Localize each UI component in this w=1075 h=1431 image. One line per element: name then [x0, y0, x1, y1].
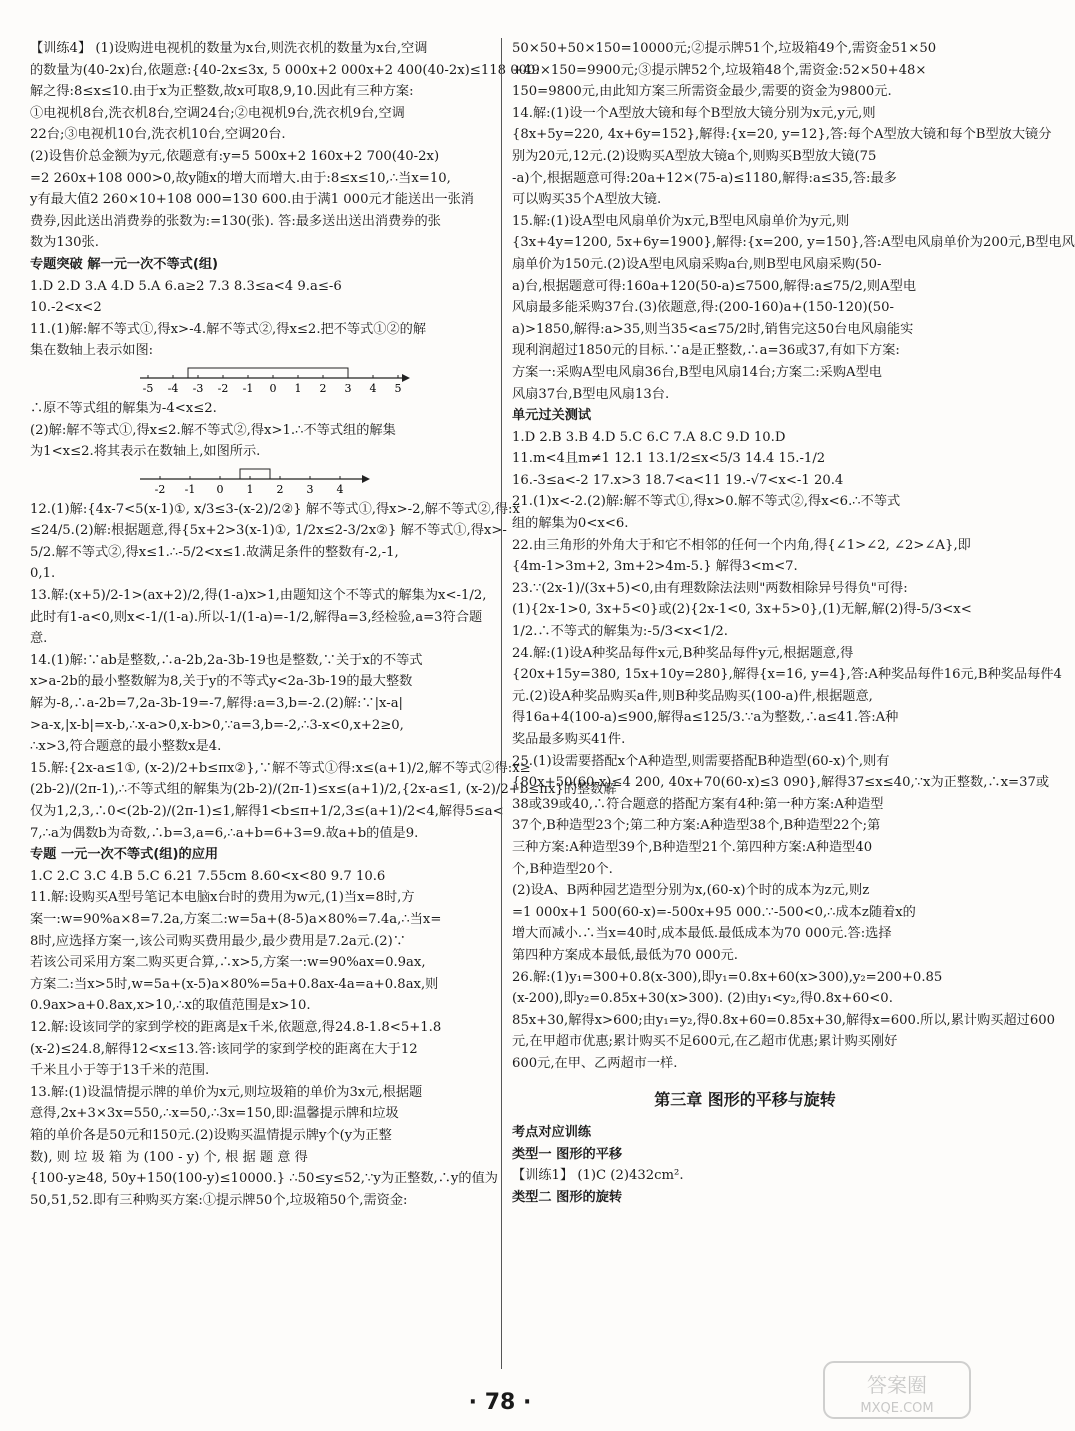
text-line: 600元,在甲、乙两超市一样.: [512, 1055, 678, 1071]
text-line: 别为20元,12元.(2)设购买A型放大镜a个,则购买B型放大镜(75: [512, 148, 877, 164]
text-line: 增大而减小.∴当x=40时,成本最低.最低成本为70 000元.答:选择: [512, 926, 892, 942]
text-line: 解之得:8≤x≤10.由于x为正整数,故x可取8,9,10.因此有三种方案:: [30, 84, 414, 100]
text-line: >a-x,|x-b|=x-b,∴x-a>0,x-b>0,∵a=3,b=-2,∴3-x<0,x+2≥0,: [30, 717, 404, 733]
text-line: 类型二 图形的旋转: [512, 1189, 623, 1205]
text-line: 的数量为(40-2x)台,依题意:{40-2x≤3x, 5 000x+2 000x+2 400(40-2x)≤118 000.: [30, 62, 540, 78]
text-line: 14.解:(1)设一个A型放大镜和每个B型放大镜分别为x元,y元,则: [512, 105, 876, 121]
text-line: ≤24/5.(2)解:根据题意,得{5x+2>3(x-1)①, 1/2x≤2-3/2x②} 解不等式①,得x>-: [30, 523, 507, 539]
text-line: -a)个,根据题意可得:20a+12×(75-a)≤1180,解得:a≤35,答:最多: [512, 170, 897, 186]
text-line: 0,1.: [30, 566, 56, 582]
text-line: ∴x>3,符合题意的最小整数x是4.: [30, 739, 222, 755]
text-line: 15.解:(1)设A型电风扇单价为x元,B型电风扇单价为y元,则: [512, 213, 850, 229]
text-line: (2)设售价总金额为y元,依题意有:y=5 500x+2 160x+2 700(40-2x): [30, 148, 440, 164]
text-line: 奖品最多购买41件.: [512, 732, 626, 747]
text-line: 【训练1】 (1)C (2)432cm².: [512, 1168, 684, 1184]
text-line: 22台;③电视机10台,洗衣机10台,空调20台.: [30, 127, 286, 143]
svg-text:MXQE.COM: MXQE.COM: [860, 1401, 934, 1416]
column-divider: [501, 38, 502, 1369]
text-line: 11.m<4且m≠1 12.1 13.1/2≤x<5/3 14.4 15.-1/2: [512, 451, 826, 467]
text-line: 12.解:设该同学的家到学校的距离是x千米,依题意,得24.8-1.8<5+1.8: [30, 1019, 442, 1035]
text-line: 24.解:(1)设A种奖品每件x元,B种奖品每件y元,根据题意,得: [512, 645, 854, 661]
text-line: 解为-8,∴a-2b=7,2a-3b-19=-7,解得:a=3,b=-2.(2)解:∵|x-a|: [30, 696, 403, 712]
text-line: 16.-3≤a<-2 17.x>3 18.7<a<11 19.-√7<x<-1 20.4: [512, 472, 844, 488]
tick-label: 5: [394, 381, 402, 395]
text-line: 7,∴a为偶数b为奇数,∴b=3,a=6,∴a+b=6+3=9.故a+b的值是9.: [30, 825, 419, 841]
text-line: {20x+15y=380, 15x+10y=280},解得{x=16, y=4},答:A种奖品每件16元,B种奖品每件4: [512, 667, 1062, 683]
text-line: 个,B种造型20个.: [512, 861, 613, 877]
text-line: 现利润超过1850元的目标.∵a是正整数,∴a=36或37,有如下方案:: [512, 343, 900, 359]
tick-label: -2: [217, 381, 229, 395]
text-line: {100-y≥48, 50y+150(100-y)≤10000.} ∴50≤y≤52,∵y为正整数,∴y的值为: [30, 1171, 498, 1187]
text-line: 50,51,52.即有三种购买方案:①提示牌50个,垃圾箱50个,需资金:: [30, 1192, 408, 1208]
tick-label: 4: [369, 381, 377, 395]
text-line: 为1<x≤2.将其表示在数轴上,如图所示.: [30, 444, 261, 460]
text-line: 21.(1)x<-2.(2)解:解不等式①,得x>0.解不等式②,得x<6.∴不等式: [512, 494, 901, 510]
text-line: 方案一:采购A型电风扇36台,B型电风扇14台;方案二:采购A型电: [512, 364, 882, 380]
text-line: +49×150=9900元;③提示牌52个,垃圾箱48个,需资金:52×50+48×: [512, 62, 927, 78]
text-line: {4m-1>3m+2, 3m+2>4m-5.} 解得3<m<7.: [512, 559, 798, 575]
text-line: 若该公司采用方案二购买更合算,∴x>5,方案一:w=90%ax=0.9ax,: [30, 955, 426, 971]
text-line: 1/2.∴不等式的解集为:-5/3<x<1/2.: [512, 624, 728, 640]
text-line: 方案二:当x>5时,w=5a+(x-5)a×80%=5a+0.8ax-4a=a+0.8ax,则: [30, 976, 439, 992]
text-line: 10.-2<x<2: [30, 300, 102, 316]
text-line: 15.解:{2x-a≤1①, (x-2)/2+b≤πx②},∵解不等式①得:x≤(a+1)/2,解不等式②得:x≥: [30, 760, 531, 776]
text-line: 23.∵(2x-1)/(3x+5)<0,由有理数除法法则"两数相除异号得负"可得:: [512, 580, 908, 596]
text-line: 第四种方案成本最低,最低为70 000元.: [512, 947, 738, 963]
text-line: 元.(2)设A种奖品购买a件,则B种奖品购买(100-a)件,根据题意,: [512, 688, 873, 704]
text-line: 1.D 2.B 3.B 4.D 5.C 6.C 7.A 8.C 9.D 10.D: [512, 429, 786, 445]
text-line: 1.C 2.C 3.C 4.B 5.C 6.21 7.55cm 8.60<x<80 9.7 10.6: [30, 868, 386, 884]
text-line: (x-200),即y₂=0.85x+30(x>300). (2)由y₁<y₂,得0.8x+60<0.: [512, 991, 893, 1007]
tick-label: -5: [142, 381, 154, 395]
left-top-block: [30, 38, 540, 362]
text-line: 数为130张.: [30, 235, 99, 251]
chapter-block: [512, 1122, 978, 1208]
text-line: 费券,因此送出消费券的张数为:=130(张). 答:最多送出送出消费券的张: [30, 213, 441, 229]
text-line: 意.: [30, 631, 48, 647]
text-line: 5/2.解不等式②,得x≤1.∴-5/2<x≤1.故满足条件的整数有-2,-1,: [30, 544, 399, 560]
text-line: =1 000x+1 500(60-x)=-500x+95 000.∵-500<0,∴成本z随着x的: [512, 904, 916, 920]
text-line: y有最大值2 260×10+108 000=130 600.由于满1 000元才能送出一张消: [30, 192, 474, 208]
text-line: 单元过关测试: [512, 408, 592, 424]
tick-label: 2: [319, 381, 327, 395]
text-line: 扇单价为150元.(2)设A型电风扇采购a台,则B型电风扇采购(50-: [512, 256, 882, 272]
text-line: 专题突破 解一元一次不等式(组): [30, 256, 219, 272]
tick-label: 0: [216, 482, 224, 496]
arrow-head: [362, 475, 370, 483]
tick-label: -2: [154, 482, 166, 496]
text-line: 0.9ax>a+0.8ax,x>10,∴x的取值范围是x>10.: [30, 998, 311, 1014]
watermark-logo: [822, 1360, 972, 1420]
tick-label: 4: [336, 482, 344, 496]
text-line: 1.D 2.D 3.A 4.D 5.A 6.a≥2 7.3 8.3≤a<4 9.a≤-6: [30, 278, 342, 294]
text-line: 37个,B种造型23个;第二种方案:A种造型38个,B种造型22个;第: [512, 818, 881, 834]
tick-label: 2: [276, 482, 284, 496]
text-line: 风扇37台,B型电风扇13台.: [512, 386, 670, 402]
text-line: 50×50+50×150=10000元;②提示牌51个,垃圾箱49个,需资金51×50: [512, 41, 937, 56]
text-line: 26.解:(1)y₁=300+0.8(x-300),即y₁=0.8x+60(x>300),y₂=200+0.85: [512, 969, 943, 985]
text-line: 类型一 图形的平移: [512, 1146, 623, 1162]
tick-label: -3: [192, 381, 204, 395]
svg-text:答案圈: 答案圈: [867, 1373, 927, 1397]
left-middle-block: [30, 398, 496, 463]
text-line: 风扇最多能采购37台.(3)依题意,得:(200-160)a+(150-120)(50-: [512, 300, 895, 316]
text-line: (2)设A、B两种园艺造型分别为x,(60-x)个时的成本为z元,则z: [512, 883, 870, 899]
text-line: 仅为1,2,3,∴0<(2b-2)/(2π-1)≤1,解得1<b≤π+1/2,3≤(a+1)/2<4,解得5≤a<: [30, 804, 504, 819]
text-line: 组的解集为0<x<6.: [512, 516, 629, 532]
text-line: 数), 则 垃 圾 箱 为 (100 - y) 个, 根 据 题 意 得: [30, 1149, 308, 1165]
text-line: 案一:w=90%a×8=7.2a,方案二:w=5a+(8-5)a×80%=7.4a,∴当x=: [30, 911, 442, 927]
text-line: 38或39或40,∴符合题意的搭配方案有4种:第一种方案:A种造型: [512, 796, 884, 812]
text-line: 14.(1)解:∵ab是整数,∴a-2b,2a-3b-19也是整数,∵关于x的不等式: [30, 652, 423, 668]
text-line: =2 260x+108 000>0,故y随x的增大而增大.由于:8≤x≤10,∴当x=10,: [30, 170, 451, 186]
text-line: (2b-2)/(2π-1),∴不等式组的解集为(2b-2)/(2π-1)≤x≤(a+1)/2,{2x-a≤1, (x-2)/2+b≤πx}的整数解: [30, 782, 617, 798]
text-line: 箱的单价各是50元和150元.(2)设购买温情提示牌y个(y为正整: [30, 1127, 392, 1143]
tick-label: -1: [242, 381, 254, 395]
text-line: 25.(1)设需要搭配x个A种造型,则需要搭配B种造型(60-x)个,则有: [512, 753, 890, 769]
text-line: 22.由三角形的外角大于和它不相邻的任何一个内角,得{∠1>∠2, ∠2>∠A},即: [512, 537, 971, 553]
text-line: 千米且小于等于13千米的范围.: [30, 1063, 210, 1079]
text-line: {80x+50(60-x)≤4 200, 40x+70(60-x)≤3 090},解得37≤x≤40,∵x为正整数,∴x=37或: [512, 775, 1050, 791]
tick-label: 1: [246, 482, 254, 496]
text-line: 12.(1)解:{4x-7<5(x-1)①, x/3≤3-(x-2)/2②} 解不等式①,得x>-2,解不等式②,得:x: [30, 501, 520, 517]
right-block: [512, 38, 1075, 1075]
text-line: 11.解:设购买A型号笔记本电脑x台时的费用为w元,(1)当x=8时,方: [30, 890, 415, 906]
text-line: {3x+4y=1200, 5x+6y=1900},解得:{x=200, y=150},答:A型电风扇单价为200元,B型电风: [512, 235, 1075, 251]
text-line: 【训练4】 (1)设购进电视机的数量为x台,则洗衣机的数量为x台,空调: [30, 41, 428, 56]
text-line: ①电视机8台,洗衣机8台,空调24台;②电视机9台,洗衣机9台,空调: [30, 105, 405, 121]
tick-label: 3: [344, 381, 352, 395]
text-line: (1){2x-1>0, 3x+5<0}或(2){2x-1<0, 3x+5>0},(1)无解,解(2)得-5/3<x<: [512, 602, 972, 618]
text-line: 150=9800元,由此知方案三所需资金最少,需要的资金为9800元.: [512, 84, 892, 100]
tick-label: 1: [294, 381, 302, 395]
text-line: 此时有1-a<0,则x<-1/(1-a).所以-1/(1-a)=-1/2,解得a=3,经检验,a=3符合题: [30, 609, 483, 625]
text-line: 可以购买35个A型放大镜.: [512, 192, 662, 208]
tick-label: -1: [184, 482, 196, 496]
number-line-2: [140, 465, 370, 495]
text-line: 考点对应训练: [512, 1125, 592, 1141]
text-line: (2)解:解不等式①,得x≤2.解不等式②,得x>1.∴不等式组的解集: [30, 422, 396, 438]
right-column: [512, 38, 1075, 1371]
chapter-title: 第三章 图形的平移与旋转: [654, 1089, 836, 1109]
text-line: (x-2)≤24.8,解得12<x≤13.答:该同学的家到学校的距离在大于12: [30, 1041, 418, 1057]
text-line: 得16a+4(100-a)≤900,解得a≤125/3.∵a为整数,∴a≤41.答:A种: [512, 710, 899, 726]
text-line: 三种方案:A种造型39个,B种造型21个.第四种方案:A种造型40: [512, 839, 873, 855]
text-line: 11.(1)解:解不等式①,得x>-4.解不等式②,得x≤2.把不等式①②的解: [30, 321, 427, 337]
text-line: 85x+30,解得x>600;由y₁=y₂,得0.8x+60=0.85x+30,解得x=600.所以,累计购买超过600: [512, 1012, 1056, 1028]
text-line: 集在数轴上表示如图:: [30, 343, 154, 359]
text-line: 8时,应选择方案一,该公司购买费用最少,最少费用是7.2a元.(2)∵: [30, 933, 406, 949]
text-line: 13.解:(x+5)/2-1>(ax+2)/2,得(1-a)x>1,由题知这个不等式的解集为x<-1/2,: [30, 588, 487, 604]
text-line: 专题 一元一次不等式(组)的应用: [30, 847, 219, 863]
text-line: 元,在甲超市优惠;累计购买不足600元,在乙超市优惠;累计购买刚好: [512, 1034, 898, 1050]
text-line: x>a-2b的最小整数解为8,关于y的不等式y<2a-3b-19的最大整数: [30, 674, 413, 690]
text-line: a)>1850,解得:a>35,则当35<a≤75/2时,销售完这50台电风扇能实: [512, 321, 914, 337]
text-line: {8x+5y=220, 4x+6y=152},解得:{x=20, y=12},答:每个A型放大镜和每个B型放大镜分: [512, 127, 1052, 143]
text-line: a)台,根据题意可得:160a+120(50-a)≤7500,解得:a≤75/2,则A型电: [512, 278, 917, 294]
tick-label: 3: [306, 482, 314, 496]
text-line: 13.解:(1)设温情提示牌的单价为x元,则垃圾箱的单价为3x元,根据题: [30, 1084, 423, 1100]
text-line: ∴原不等式组的解集为-4<x≤2.: [30, 400, 217, 416]
tick-label: -4: [167, 381, 179, 395]
arrow-head: [402, 374, 410, 382]
number-line-1: [140, 364, 410, 394]
solution-interval: [188, 368, 348, 378]
text-line: 意得,2x+3×3x=550,∴x=50,∴3x=150,即:温馨提示牌和垃圾: [30, 1106, 399, 1122]
tick-label: 0: [269, 381, 277, 395]
page-number: · 78 ·: [468, 1390, 532, 1415]
solution-interval: [240, 469, 270, 479]
